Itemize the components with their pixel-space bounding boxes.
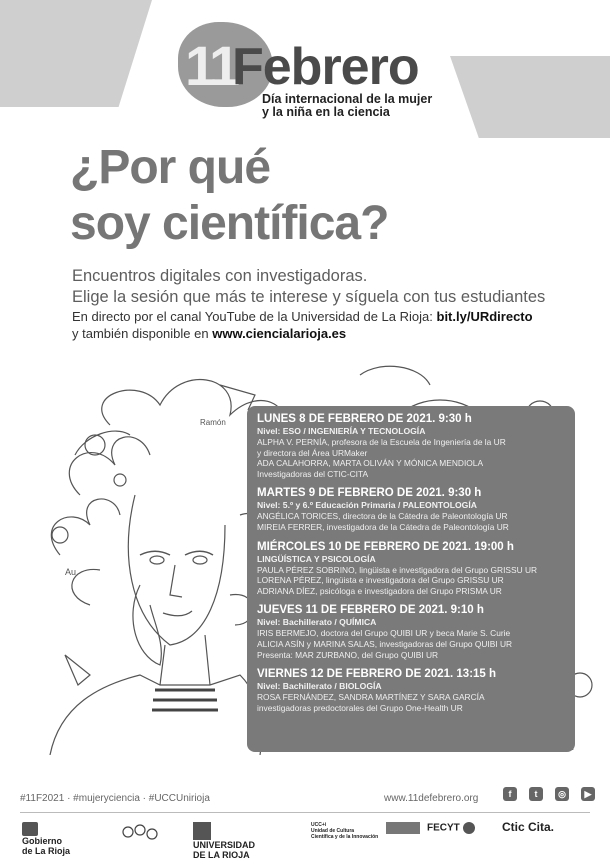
title-line1: ¿Por qué [70,141,271,194]
twitter-icon: t [529,787,543,801]
doodle-au: Au [65,567,77,577]
youtube-link[interactable]: bit.ly/URdirecto [436,309,533,324]
session-3 [257,540,565,597]
facebook-link[interactable] [500,787,520,801]
partner-ucci [311,822,378,840]
session-date: MARTES 9 DE FEBRERO DE 2021. 9:30 h [257,487,482,500]
partner-ucci-line1: UCC+i [311,822,327,828]
session-2 [257,486,565,532]
facebook-icon: f [503,787,517,801]
partner-ur-line2: DE LA RIOJA [193,850,250,860]
session-1 [257,412,565,479]
session-line: Investigadoras del CTIC-CITA [257,468,369,479]
logo-subtitle [262,93,432,119]
session-level: Nivel: 5.º y 6.º Educación Primaria / PALEONTOLOGÍA [257,500,477,511]
twitter-link[interactable] [526,787,546,801]
hashtags: #11F2021 · #mujeryciencia · #UCCUnirioja [20,793,210,804]
website-link[interactable]: www.ciencialarioja.es [212,326,347,341]
ur-emblem-icon [193,822,211,840]
partner-universidad-rioja [193,822,255,860]
session-line: MIREIA FERRER, investigadora de la Cátedra de Paleontología UR [257,521,509,532]
schedule-panel [247,406,575,752]
intro-line4-text: y también disponible en [72,326,209,341]
youtube-link-icon[interactable] [578,787,598,801]
session-4 [257,603,565,660]
partner-gobierno-line1: Gobierno [22,836,62,846]
instagram-icon: ◎ [555,787,569,801]
session-level: Nivel: ESO / INGENIERÍA Y TECNOLOGÍA [257,426,426,436]
session-line: y directora del Área URMaker [257,447,368,458]
session-line: Presenta: MAR ZURBANO, del Grupo QUIBI UR [257,649,439,660]
instagram-link[interactable] [552,787,572,801]
top-left-band [0,0,152,107]
session-line: ANGÉLICA TORICES, directora de la Cátedra de Paleontología UR [257,511,508,522]
intro-line3 [72,308,592,325]
partner-gobierno-line2: de La Rioja [22,846,71,856]
fecyt-mark-icon [463,822,475,834]
intro-line3-text: En directo por el canal YouTube de la Universidad de La Rioja: [72,309,433,324]
partner-fecyt [427,822,475,834]
partner-gobierno-rioja [22,822,70,856]
partner-ministerio [386,822,420,834]
session-line: IRIS BERMEJO, doctora del Grupo QUIBI UR y beca Marie S. Curie [257,628,511,639]
session-level: Nivel: Bachillerato / QUÍMICA [257,617,377,628]
partner-ucci-line3: Científica y de la Innovación [311,834,379,840]
session-line: ADA CALAHORRA, MARTA OLIVÁN Y MÓNICA MENDIOLA [257,458,484,469]
session-date: MIÉRCOLES 10 DE FEBRERO DE 2021. 19:00 h [257,540,514,553]
partner-fecyt-label: FECYT [427,822,460,834]
session-line: ADRIANA DÍEZ, psicóloga e investigadora del Grupo PRISMA UR [257,585,502,596]
youtube-icon: ▶ [581,787,595,801]
footer-divider [20,812,590,813]
footer-website-link[interactable]: www.11defebrero.org [384,793,479,804]
sketch-logo-icon [120,822,162,844]
session-date: VIERNES 12 DE FEBRERO DE 2021. 13:15 h [257,668,497,681]
ministerio-emblem-icon [386,822,420,834]
session-line: ROSA FERNÁNDEZ, SANDRA MARTÍNEZ Y SARA GARCÍA [257,692,485,703]
partner-ctic-label: Ctic Cita. [502,820,555,834]
intro-line4 [72,325,592,342]
top-right-band [450,56,610,138]
intro-block [72,266,592,342]
session-line: LORENA PÉREZ, lingüista e investigadora del Grupo GRISSU UR [257,575,504,586]
doodle-name: Ramón [200,418,226,427]
logo-subtitle-line1: Día internacional de la mujer [262,92,433,106]
session-line: ALPHA V. PERNÍA, profesora de la Escuela de Ingeniería de la UR [257,437,506,447]
partner-sketch-logo [120,822,162,846]
logo-subtitle-line2: y la niña en la ciencia [262,105,390,119]
session-date: LUNES 8 DE FEBRERO DE 2021. 9:30 h [257,413,472,425]
partner-ctic-cita [502,822,554,832]
logo-number: 11 [185,34,237,97]
session-level: LINGÜÍSTICA Y PSICOLOGÍA [257,553,376,564]
page-title [70,140,388,252]
session-level: Nivel: Bachillerato / BIOLOGÍA [257,681,382,692]
session-5 [257,667,565,713]
session-line: investigadoras predoctorales del Grupo One-Health UR [257,702,463,713]
session-date: JUEVES 11 DE FEBRERO DE 2021. 9:10 h [257,604,484,617]
intro-line2: Elige la sesión que más te interese y síguela con tus estudiantes [72,288,546,306]
intro-line1: Encuentros digitales con investigadoras. [72,267,368,285]
partner-ur-line1: UNIVERSIDAD [193,840,256,850]
partner-ucci-line2: Unidad de Cultura [311,828,355,834]
social-links [500,787,598,801]
title-line2: soy científica? [70,197,389,250]
gobierno-emblem-icon [22,822,38,836]
session-line: ALICIA ASÍN y MARINA SALAS, investigadoras del Grupo QUIBI UR [257,638,513,649]
session-line: PAULA PÉREZ SOBRINO, lingüista e investigadora del Grupo GRISSU UR [257,564,538,575]
logo-word: Febrero [232,38,419,96]
